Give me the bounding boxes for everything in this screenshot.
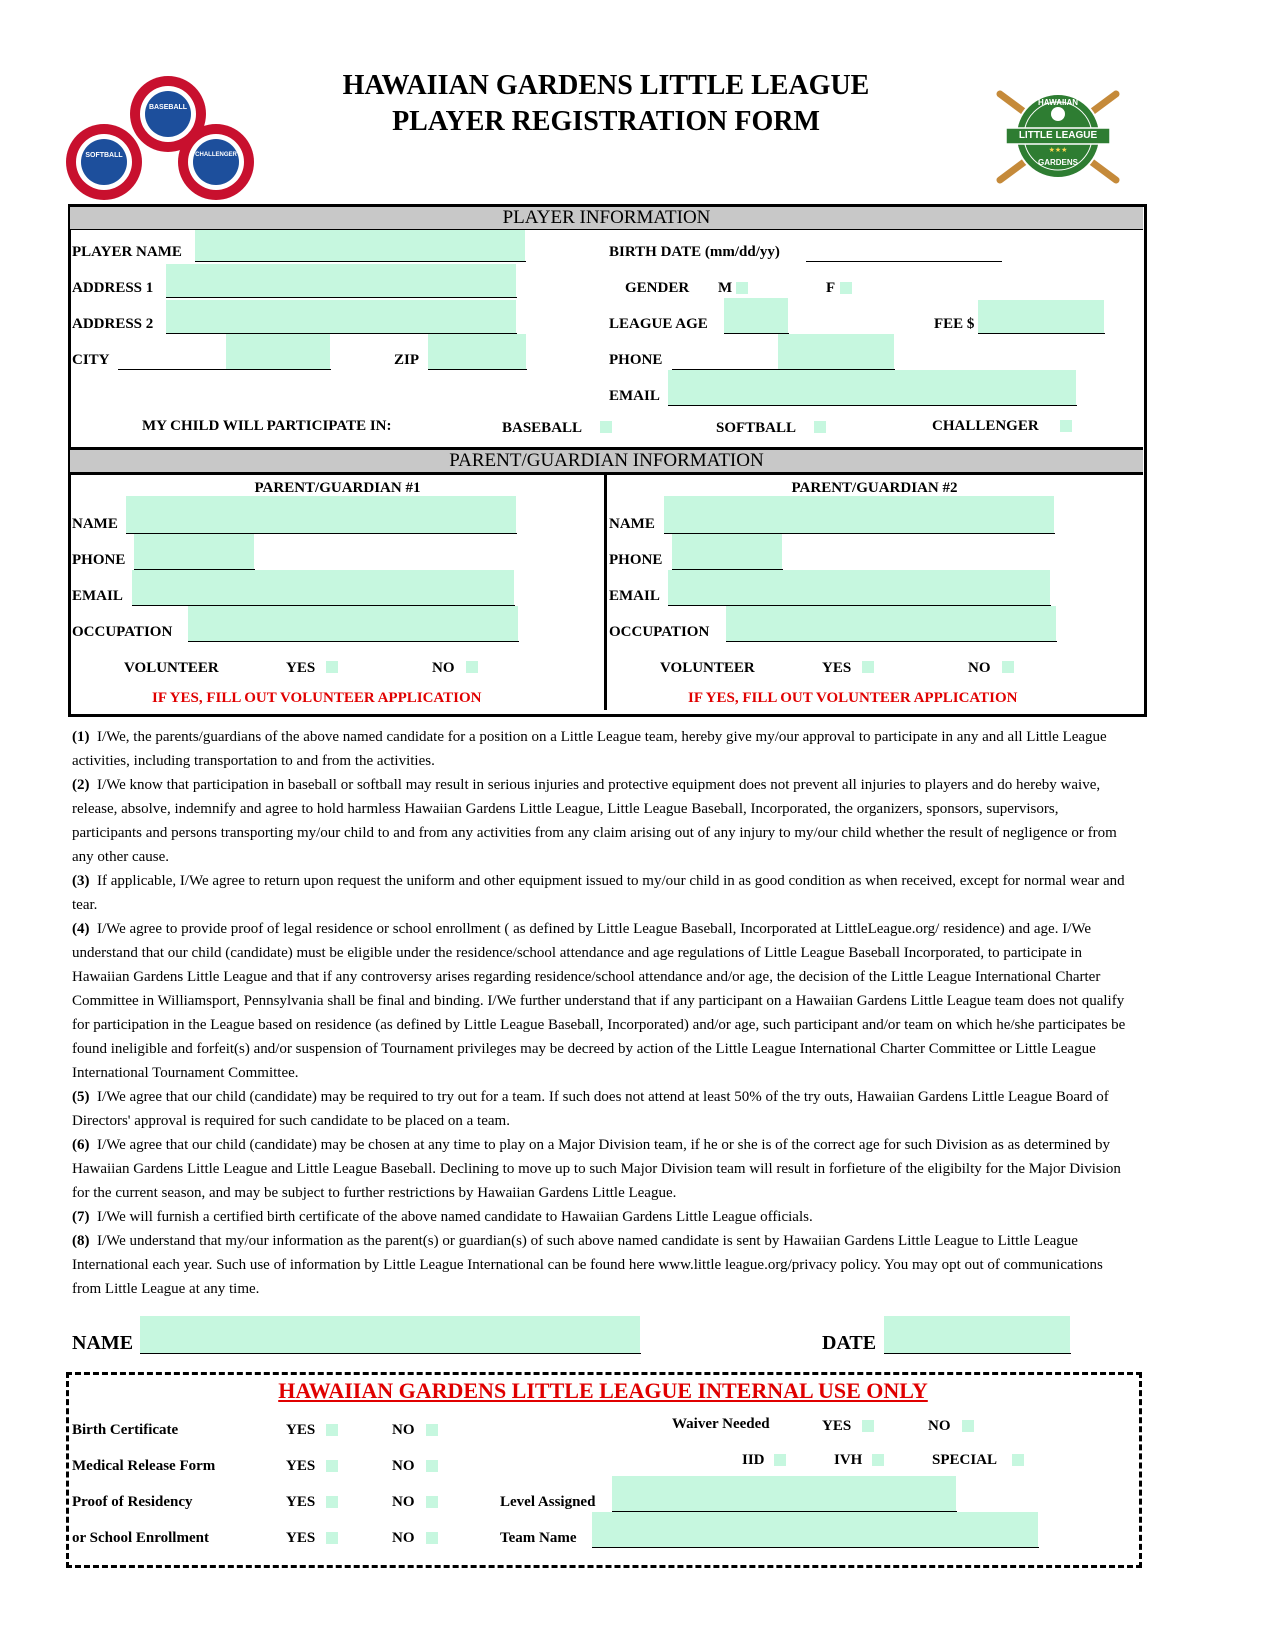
challenger-label: CHALLENGER — [932, 418, 1039, 434]
gender-f-checkbox[interactable] — [840, 282, 852, 294]
form-title-line1: HAWAIIAN GARDENS LITTLE LEAGUE — [342, 70, 870, 101]
level-assigned-field[interactable] — [612, 1476, 956, 1512]
zip-underline — [428, 369, 527, 370]
medical-release-yes-label: YES — [286, 1458, 316, 1474]
medical-release-no-checkbox[interactable] — [426, 1460, 438, 1472]
softball-label: SOFTBALL — [716, 420, 797, 436]
proof-residency-label: Proof of Residency — [72, 1494, 193, 1510]
term-3: (3) If applicable, I/We agree to return upon request the uniform and other equipment issued to my/our child in as good condition as when received, except for normal wear and tear. — [72, 873, 1125, 913]
team-name-label: Team Name — [500, 1530, 577, 1546]
player-name-underline — [195, 261, 526, 262]
guardian2-phone-label: PHONE — [609, 552, 663, 568]
guardian2-volunteer-note: IF YES, FILL OUT VOLUNTEER APPLICATION — [688, 690, 1018, 706]
participate-label: MY CHILD WILL PARTICIPATE IN: — [142, 418, 392, 434]
level-assigned-label: Level Assigned — [500, 1494, 596, 1510]
school-enrollment-no-checkbox[interactable] — [426, 1532, 438, 1544]
special-label: SPECIAL — [932, 1452, 998, 1468]
term-8: (8) I/We understand that my/our information as the parent(s) or guardian(s) of such above named candidate is sent by Hawaiian Gardens Little League to Little League International each year. Such use of information by Little League International can be found here www.little league.org/privacy policy. You may opt out of communications from Little League at any time. — [72, 1233, 1103, 1297]
guardian2-email-label: EMAIL — [609, 588, 660, 604]
internal-use-title: HAWAIIAN GARDENS LITTLE LEAGUE INTERNAL USE ONLY — [278, 1378, 928, 1403]
guardian1-email-field[interactable] — [132, 570, 514, 606]
term-1: (1) I/We, the parents/guardians of the above named candidate for a position on a Little League team, hereby give my/our approval to participate in any and all Little League activities, including transportation to and from the activities. — [72, 729, 1107, 769]
zip-field[interactable] — [428, 334, 526, 370]
term-7: (7) I/We will furnish a certified birth certificate of the above named candidate to Hawaiian Gardens Little League officials. — [72, 1209, 813, 1225]
birth-certificate-no-checkbox[interactable] — [426, 1424, 438, 1436]
league-age-field[interactable] — [724, 298, 788, 334]
address2-field[interactable] — [166, 300, 516, 334]
guardian2-title: PARENT/GUARDIAN #2 — [791, 480, 958, 496]
iid-checkbox[interactable] — [774, 1454, 786, 1466]
school-enrollment-no-label: NO — [392, 1530, 415, 1546]
terms-and-conditions — [72, 725, 1132, 1301]
guardian1-name-field[interactable] — [126, 496, 516, 534]
softball-logo-text: SOFTBALL — [85, 152, 123, 159]
guardian2-occupation-underline — [726, 641, 1057, 642]
city-underline — [118, 369, 331, 370]
address1-underline — [166, 297, 517, 298]
birth-certificate-label: Birth Certificate — [72, 1422, 179, 1438]
little-league-emblems-icon — [64, 74, 256, 200]
guardian1-occupation-label: OCCUPATION — [72, 624, 173, 640]
guardian1-email-label: EMAIL — [72, 588, 123, 604]
team-name-underline — [592, 1547, 1039, 1548]
signature-date-underline — [884, 1353, 1071, 1354]
zip-label: ZIP — [394, 352, 420, 368]
proof-residency-yes-label: YES — [286, 1494, 316, 1510]
hawaiian-gardens-logo — [992, 84, 1126, 188]
guardian-column-divider — [604, 472, 607, 710]
team-name-field[interactable] — [592, 1512, 1038, 1548]
challenger-checkbox[interactable] — [1060, 420, 1072, 432]
player-name-field[interactable] — [195, 230, 525, 262]
guardian1-no-checkbox[interactable] — [466, 661, 478, 673]
phone-field[interactable] — [778, 334, 894, 370]
term-5: (5) I/We agree that our child (candidate) may be required to try out for a team. If such does not attend at least 50% of the try outs, Hawaiian Gardens Little League Board of Directors' approval is required for such candidate to be placed on a team. — [72, 1089, 1109, 1129]
guardian2-phone-field[interactable] — [672, 534, 782, 570]
guardian2-occupation-label: OCCUPATION — [609, 624, 710, 640]
iid-label: IID — [742, 1452, 765, 1468]
gender-label: GENDER — [625, 280, 690, 296]
waiver-yes-checkbox[interactable] — [862, 1420, 874, 1432]
term-6: (6) I/We agree that our child (candidate) may be chosen at any time to play on a Major Division team, if he or she is of the correct age for such Division as as determined by Hawaiian Gardens Little League and Little League Baseball. Declining to move up to such Major Division team will result in forfieture of the eligibilty for the Major Division for the current season, and may be subject to further restrictions by Hawaiian Gardens Little League. — [72, 1137, 1121, 1201]
term-2: (2) I/We know that participation in baseball or softball may result in serious injuries and protective equipment does not prevent all injuries to players and do hereby waive, release, absolve, indemnify and agree to hold harmless Hawaiian Gardens Little League, Little League Baseball, Incorporated, the organizers, sponsors, supervisors, participants and persons transporting my/our child to and from any activities from any claim arising out of any injury to my/our child whether the result of negligence or from any other cause. — [72, 777, 1117, 865]
baseball-checkbox[interactable] — [600, 421, 612, 433]
gender-f-label: F — [826, 280, 836, 296]
guardian1-occupation-field[interactable] — [188, 606, 518, 642]
address2-label: ADDRESS 2 — [72, 316, 154, 332]
guardian1-no-label: NO — [432, 660, 455, 676]
waiver-needed-label: Waiver Needed — [672, 1416, 770, 1432]
waiver-no-label: NO — [928, 1418, 951, 1434]
signature-name-label: NAME — [72, 1332, 134, 1354]
guardian1-occupation-underline — [188, 641, 519, 642]
school-enrollment-yes-checkbox[interactable] — [326, 1532, 338, 1544]
waiver-no-checkbox[interactable] — [962, 1420, 974, 1432]
gender-m-label: M — [718, 280, 733, 296]
guardian1-title: PARENT/GUARDIAN #1 — [254, 480, 421, 496]
ivh-checkbox[interactable] — [872, 1454, 884, 1466]
player-info-header: PLAYER INFORMATION — [70, 207, 1143, 230]
address1-field[interactable] — [166, 264, 516, 298]
guardian2-name-label: NAME — [609, 516, 655, 532]
guardian2-volunteer-label: VOLUNTEER — [660, 660, 755, 676]
proof-residency-no-label: NO — [392, 1494, 415, 1510]
birth-certificate-yes-label: YES — [286, 1422, 316, 1438]
email-label: EMAIL — [609, 388, 660, 404]
address1-label: ADDRESS 1 — [72, 280, 154, 296]
city-label: CITY — [72, 352, 110, 368]
guardian1-yes-checkbox[interactable] — [326, 661, 338, 673]
city-field[interactable] — [226, 334, 330, 370]
fee-field[interactable] — [978, 300, 1104, 334]
gender-m-checkbox[interactable] — [736, 282, 748, 294]
guardian2-yes-label: YES — [822, 660, 852, 676]
logo-bottom-text: GARDENS — [1037, 158, 1078, 167]
signature-name-underline — [140, 1353, 641, 1354]
proof-residency-no-checkbox[interactable] — [426, 1496, 438, 1508]
guardian2-email-field[interactable] — [668, 570, 1050, 606]
phone-label: PHONE — [609, 352, 663, 368]
guardian1-name-label: NAME — [72, 516, 118, 532]
special-checkbox[interactable] — [1012, 1454, 1024, 1466]
guardian1-volunteer-label: VOLUNTEER — [124, 660, 219, 676]
medical-release-label: Medical Release Form — [72, 1458, 216, 1474]
school-enrollment-yes-label: YES — [286, 1530, 316, 1546]
guardian2-no-label: NO — [968, 660, 991, 676]
birth-date-field[interactable] — [806, 261, 1002, 262]
guardian2-yes-checkbox[interactable] — [862, 661, 874, 673]
school-enrollment-label: or School Enrollment — [72, 1530, 209, 1546]
guardian2-name-field[interactable] — [664, 496, 1054, 534]
guardian2-no-checkbox[interactable] — [1002, 661, 1014, 673]
fee-label: FEE $ — [934, 316, 975, 332]
signature-date-label: DATE — [822, 1332, 877, 1354]
medical-release-no-label: NO — [392, 1458, 415, 1474]
waiver-yes-label: YES — [822, 1418, 852, 1434]
proof-residency-yes-checkbox[interactable] — [326, 1496, 338, 1508]
guardian1-phone-label: PHONE — [72, 552, 126, 568]
email-field[interactable] — [668, 370, 1076, 406]
guardian1-volunteer-note: IF YES, FILL OUT VOLUNTEER APPLICATION — [152, 690, 482, 706]
signature-date-field[interactable] — [884, 1316, 1070, 1354]
logo-top-text: HAWAIIAN — [1038, 98, 1078, 107]
guardian2-occupation-field[interactable] — [726, 606, 1056, 642]
softball-checkbox[interactable] — [814, 421, 826, 433]
logo-middle-text: LITTLE LEAGUE — [1018, 130, 1098, 141]
guardian1-phone-field[interactable] — [134, 534, 254, 570]
league-age-label: LEAGUE AGE — [609, 316, 708, 332]
term-4: (4) I/We agree to provide proof of legal residence or school enrollment ( as defined by Little League Baseball, Incorporated at LittleLeague.org/ residence) and age. I/We understand that our child (candidate) must be eligible under the residence/school attendance and age regulations of Little League Baseball Incorporated, to participate in Hawaiian Gardens Little League and that if any controversy arises regarding residence/school attendance and/or age, the decision of the Little League International Charter Committee in Williamsport, Pennsylvania shall be final and binding. I/We further understand that if any participant on a Hawaiian Gardens Little League team does not qualify for participation in the League based on residence (as defined by Little League Baseball, Incorporated) and/or age, such participant and/or team on which he/she participates be found ineligible and forfeit(s) and/or suspension of Tournament privileges may be decreed by action of the Little League International Charter Committee or Little League International Tournament Committee. — [72, 921, 1126, 1081]
baseball-label: BASEBALL — [502, 420, 583, 436]
birth-certificate-yes-checkbox[interactable] — [326, 1424, 338, 1436]
email-underline — [668, 405, 1077, 406]
player-name-label: PLAYER NAME — [72, 244, 182, 260]
fee-underline — [978, 333, 1105, 334]
logo-stars: ★★★ — [1048, 146, 1068, 154]
guardian1-yes-label: YES — [286, 660, 316, 676]
ivh-label: IVH — [834, 1452, 863, 1468]
guardian-info-header: PARENT/GUARDIAN INFORMATION — [70, 450, 1143, 473]
baseball-logo-text: BASEBALL — [148, 104, 188, 111]
signature-name-field[interactable] — [140, 1316, 640, 1354]
birth-date-label: BIRTH DATE (mm/dd/yy) — [609, 244, 780, 260]
medical-release-yes-checkbox[interactable] — [326, 1460, 338, 1472]
birth-certificate-no-label: NO — [392, 1422, 415, 1438]
form-title-line2: PLAYER REGISTRATION FORM — [392, 106, 820, 137]
challenger-logo-text: CHALLENGER — [195, 152, 237, 158]
little-league-logos — [64, 74, 256, 200]
